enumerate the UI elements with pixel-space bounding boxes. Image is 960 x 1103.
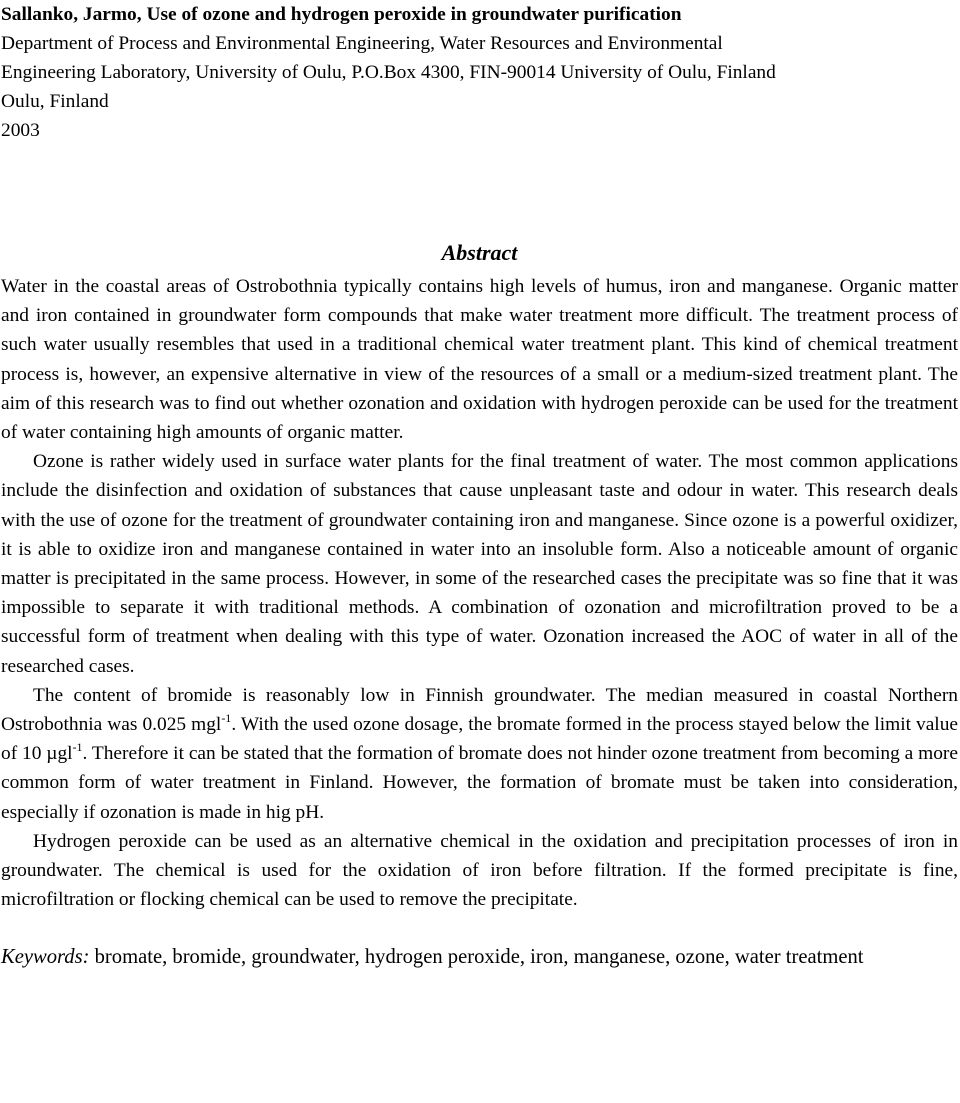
abstract-paragraph-2: Ozone is rather widely used in surface water plants for the final treatment of water. The most common applications include the disinfection and oxidation of substances that cause unpleasant taste and odour in water. This research deals with the use of ozone for the treatment of groundwater containing iron and manganese. Since ozone is a powerful oxidizer, it is able to oxidize iron and manganese contained in water into an insoluble form. Also a noticeable amount of organic matter is precipitated in the same process. However, in some of the researched cases the precipitate was so fine that it was impossible to separate it with traditional methods. A combination of ozonation and microfiltration proved to be a successful form of treatment when dealing with this type of water. Ozonation increased the AOC of water in all of the researched cases.	[1, 451, 958, 677]
superscript-unit-2: -1	[72, 740, 83, 755]
year: 2003	[1, 120, 40, 141]
header-block	[1, 0, 958, 145]
paragraph-3-text-b: . With the used ozone dosage, the bromate formed in the process stayed below the limit value of 10 µgl	[1, 714, 958, 765]
department-line-2: Engineering Laboratory, University of Oulu, P.O.Box 4300, FIN-90014 University of Oulu, Finland	[1, 62, 776, 83]
abstract-paragraph-3	[1, 681, 958, 827]
keywords-label: Keywords:	[1, 946, 90, 969]
keywords-block	[1, 943, 958, 972]
paper-title: Sallanko, Jarmo, Use of ozone and hydrogen peroxide in groundwater purification	[1, 4, 682, 25]
paragraph-3-text-c: . Therefore it can be stated that the formation of bromate does not hinder ozone treatment from becoming a more common form of water treatment in Finland. However, the formation of bromate must be taken into consideration, especially if ozonation is made in hig pH.	[1, 743, 958, 823]
keywords-list: bromate, bromide, groundwater, hydrogen peroxide, iron, manganese, ozone, water treatment	[94, 946, 864, 969]
abstract-paragraph-1: Water in the coastal areas of Ostrobothnia typically contains high levels of humus, iron and manganese. Organic matter and iron contained in groundwater form compounds that make water treatment more difficult. The treatment process of such water usually resembles that used in a traditional chemical water treatment plant. This kind of chemical treatment process is, however, an expensive alternative in view of the resources of a small or a medium-sized treatment plant. The aim of this research was to find out whether ozonation and oxidation with hydrogen peroxide can be used for the treatment of water containing high amounts of organic matter.	[1, 276, 958, 444]
location: Oulu, Finland	[1, 91, 109, 112]
superscript-unit-1: -1	[221, 711, 232, 726]
abstract-paragraph-4: Hydrogen peroxide can be used as an alternative chemical in the oxidation and precipitation processes of iron in groundwater. The chemical is used for the oxidation of iron before filtration. If the formed precipitate is fine, microfiltration or flocking chemical can be used to remove the precipitate.	[1, 830, 958, 911]
paragraph-3-text-a: The content of bromide is reasonably low in Finnish groundwater. The median measured in coastal Northern Ostrobothnia was 0.025 mgl	[1, 684, 958, 736]
abstract-heading: Abstract	[441, 240, 518, 265]
department-line-1: Department of Process and Environmental Engineering, Water Resources and Environmental	[1, 33, 723, 54]
